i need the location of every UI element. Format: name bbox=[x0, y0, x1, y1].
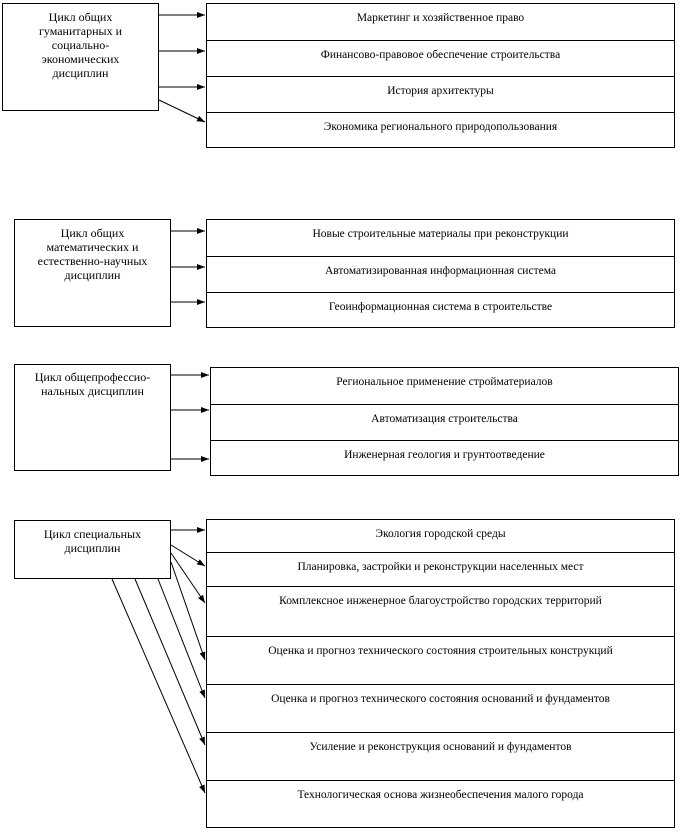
cycle-label: Цикл общих математических и естественно-научных дисциплин bbox=[37, 226, 148, 282]
cycle-box-general-professional bbox=[14, 364, 171, 471]
discipline-item: Оценка и прогноз технического состояния строительных конструкций bbox=[207, 636, 674, 684]
discipline-item: Региональное применение стройматериалов bbox=[336, 376, 553, 388]
discipline-item: Технологическая основа жизнеобеспечения малого города bbox=[207, 780, 674, 828]
discipline-item: Усиление и реконструкция оснований и фундаментов bbox=[207, 732, 674, 780]
arrow bbox=[159, 100, 205, 122]
discipline-list-general-professional bbox=[210, 367, 679, 476]
cycle-label: Цикл специальных дисциплин bbox=[43, 527, 142, 555]
discipline-item: Геоинформационная система в строительстве bbox=[207, 292, 674, 328]
discipline-item: Комплексное инженерное благоустройство городских территорий bbox=[207, 586, 674, 636]
discipline-item: Экономика регионального природопользования bbox=[207, 112, 674, 148]
cycle-label: Цикл общепрофессио-нальных дисциплин bbox=[34, 370, 151, 398]
discipline-item: Оценка и прогноз технического состояния оснований и фундаментов bbox=[207, 684, 674, 732]
discipline-item: Маркетинг и хозяйственное право bbox=[356, 12, 525, 24]
cycle-box-math-science bbox=[14, 219, 171, 327]
discipline-item: Автоматизация строительства bbox=[211, 404, 678, 440]
discipline-item: Финансово-правовое обеспечение строительства bbox=[207, 40, 674, 76]
discipline-item: Автоматизированная информационная система bbox=[207, 256, 674, 292]
arrow bbox=[171, 553, 205, 603]
cycle-box-humanities bbox=[2, 3, 159, 111]
cycle-label: Цикл общих гуманитарных и социально-экономических дисциплин bbox=[38, 10, 123, 80]
arrow bbox=[135, 579, 205, 745]
discipline-item: Экология городской среды bbox=[375, 528, 506, 540]
discipline-item: Инженерная геология и грунтоотведение bbox=[211, 440, 678, 476]
discipline-list-special bbox=[206, 519, 675, 828]
discipline-list-humanities bbox=[206, 3, 675, 148]
arrow bbox=[158, 579, 205, 698]
discipline-item: Планировка, застройки и реконструкции населенных мест bbox=[207, 552, 674, 586]
discipline-item: История архитектуры bbox=[207, 76, 674, 112]
arrow bbox=[112, 579, 205, 793]
arrow bbox=[171, 562, 205, 660]
discipline-item: Новые строительные материалы при реконструкции bbox=[312, 228, 569, 240]
discipline-list-math-science bbox=[206, 219, 675, 328]
arrow bbox=[171, 545, 205, 566]
cycle-box-special bbox=[14, 520, 171, 579]
